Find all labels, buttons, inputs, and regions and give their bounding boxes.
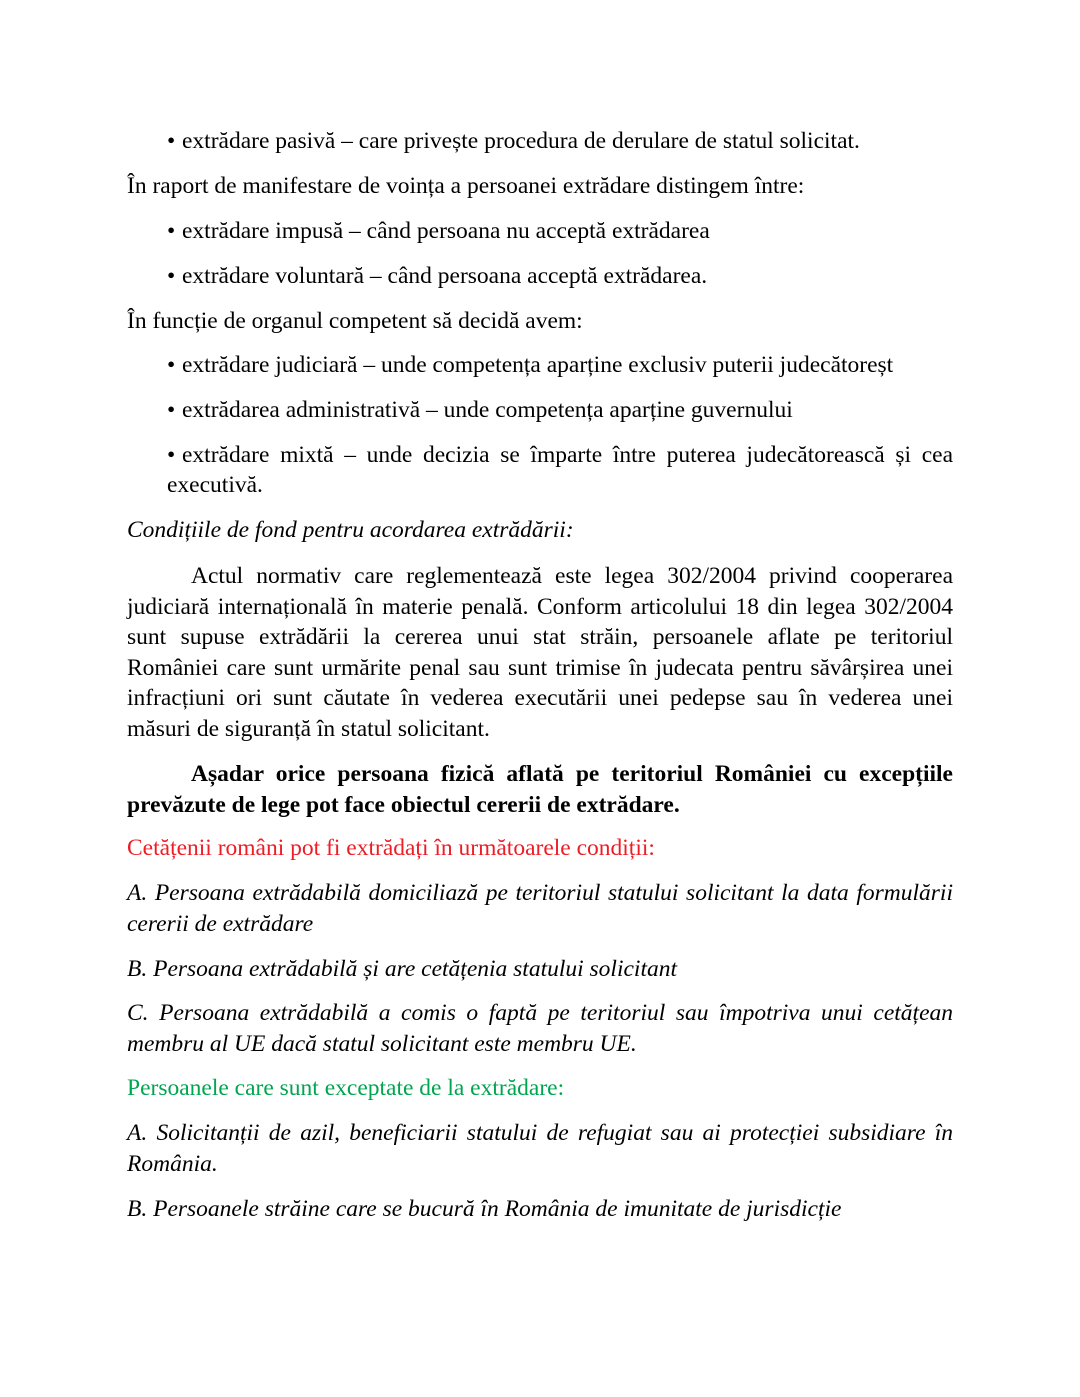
consent-heading: În raport de manifestare de voința a persoanei extrădare distingem între: — [127, 173, 805, 199]
bullet-icon: • — [167, 128, 176, 154]
romanian-citizens-heading: Cetățenii români pot fi extrădați în următoarele condiții: — [127, 835, 655, 861]
bullet-icon: • — [167, 218, 176, 244]
exempted-heading: Persoanele care sunt exceptate de la extrădare: — [127, 1075, 565, 1101]
bullet-text: extrădare impusă – când persoana nu acceptă extrădarea — [182, 218, 710, 244]
citizen-condition-b: B. Persoana extrădabilă și are cetățenia statului solicitant — [127, 956, 678, 982]
bullet-icon: • — [167, 442, 176, 468]
bullet-text: extrădare judiciară – unde competența aparține exclusiv puterii judecătoreșt — [182, 352, 894, 378]
bullet-imposed-extradition — [167, 216, 953, 246]
citizen-condition-c: C. Persoana extrădabilă a comis o faptă pe teritoriul sau împotriva unui cetățean membru al UE dacă statul solicitant este membru UE. — [127, 1000, 953, 1057]
bullet-icon: • — [167, 263, 176, 289]
competent-body-heading: În funcție de organul competent să decidă avem: — [127, 308, 583, 334]
bullet-text: extrădare pasivă – care privește procedura de derulare de statul solicitat. — [182, 128, 860, 154]
bullet-judicial-extradition — [167, 350, 953, 380]
bullet-text: extrădare voluntară – când persoana acceptă extrădarea. — [182, 263, 708, 289]
bullet-text: extrădare mixtă – unde decizia se împarte între puterea judecătorească și cea executivă. — [167, 442, 953, 498]
bullet-passive-extradition — [167, 126, 953, 156]
bullet-text: extrădarea administrativă – unde competența aparține guvernului — [182, 397, 793, 423]
citizen-condition-a: A. Persoana extrădabilă domiciliază pe teritoriul statului solicitant la data formulării cererii de extrădare — [127, 880, 953, 937]
bullet-mixed-extradition — [167, 440, 953, 500]
exempted-item-a: A. Solicitanții de azil, beneficiarii statului de refugiat sau ai protecției subsidiare în România. — [127, 1120, 953, 1177]
conditions-paragraph: Actul normativ care reglementează este legea 302/2004 privind cooperarea judiciară internațională în materie penală. Conform articolului 18 din legea 302/2004 sunt supuse extrădării la cererea unui stat străin, persoanele aflate pe teritoriul României care sunt urmărite penal sau sunt trimise în judecata pentru săvârșirea unei infracțiuni ori sunt căutate în vederea executării unei pedepse sau în vederea unei măsuri de siguranță în statul solicitant. — [127, 563, 953, 742]
bullet-voluntary-extradition — [167, 261, 953, 291]
conclusion-paragraph: Așadar orice persoana fizică aflată pe teritoriul României cu excepțiile prevăzute de lege pot face obiectul cererii de extrădare. — [127, 761, 953, 818]
conditions-heading: Condițiile de fond pentru acordarea extrădării: — [127, 517, 574, 543]
bullet-administrative-extradition — [167, 395, 953, 425]
exempted-item-b: B. Persoanele străine care se bucură în România de imunitate de jurisdicție — [127, 1196, 842, 1222]
bullet-icon: • — [167, 397, 176, 423]
bullet-icon: • — [167, 352, 176, 378]
